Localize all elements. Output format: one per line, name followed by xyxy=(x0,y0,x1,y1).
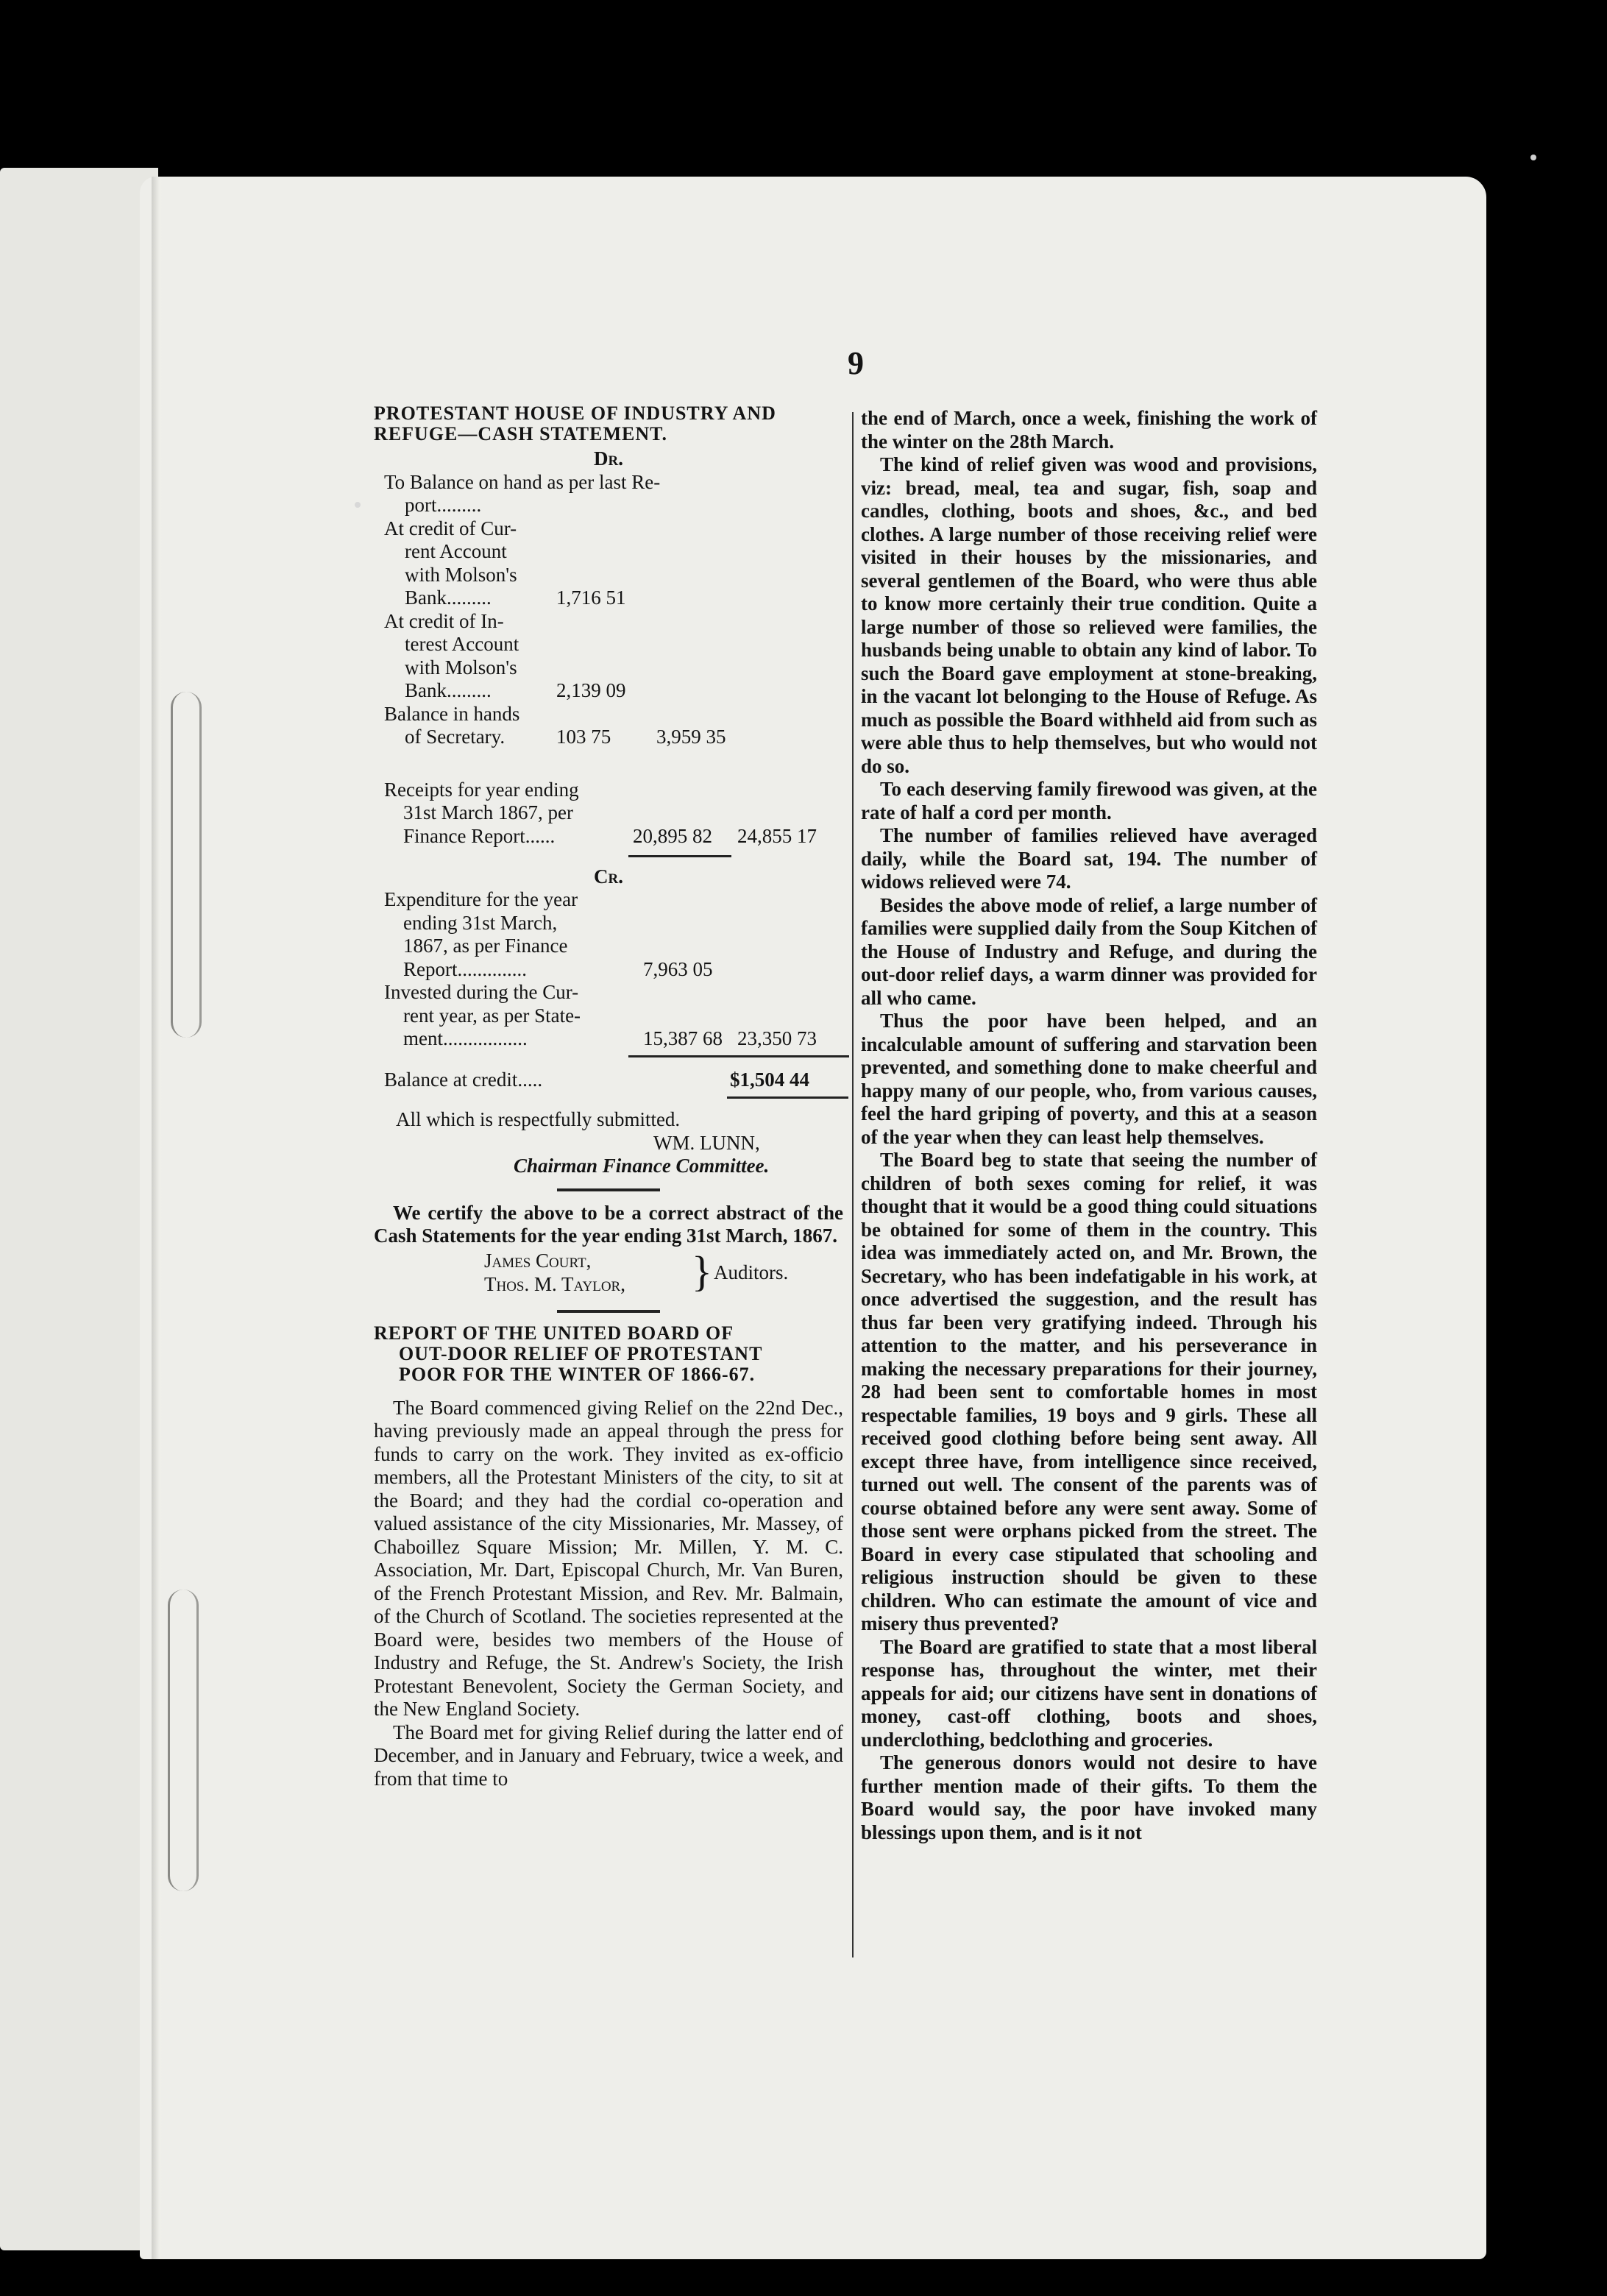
cash-statement-title-line2: REFUGE—CASH STATEMENT. xyxy=(374,423,668,444)
report-paragraph-left-1: The Board commenced giving Relief on the 22nd Dec., having previously made an appeal through the press for funds to carry on the work. They invited as ex-officio members, all the Protestant Ministers of the city, to sit at the Board; and they had the cordial co-operation and valued assistance of the city Missionaries, Mr. Massey, of Chaboillez Square Mission; Mr. Millen, Y. M. C. Association, Mr. Dart, Episcopal Church, Mr. Van Buren, of the French Protestant Mission, and Rev. Mr. Balmain, of the Church of Scotland. The societies represented at the Board were, besides two members of the House of Industry and Refuge, the St. Andrew's Society, the Irish Protestant Benevolent, Society the German Society, and the New England Society. xyxy=(374,1396,843,1720)
statement-amount: 3,959 35 xyxy=(656,726,726,748)
report-paragraph-right-4: The number of families relieved have averaged daily, while the Board sat, 194. The number of widows relieved were 74. xyxy=(861,824,1317,893)
report-title-line3: POOR FOR THE WINTER OF 1866-67. xyxy=(399,1363,756,1385)
statement-label: Bank......... xyxy=(405,587,492,609)
report-paragraph-right-6: Thus the poor have been helped, and an incalculable amount of suffering and starvation been prevented, and something done to make cheerful and happy many of our people, who, from various causes, feel the hard griping of poverty, and this at a season of the year when they can least help themselves. xyxy=(861,1010,1317,1148)
statement-label: To Balance on hand as per last Re- xyxy=(384,470,661,493)
signer-title: Chairman Finance Committee. xyxy=(514,1155,770,1177)
report-paragraph-right-9: The generous donors would not desire to have further mention made of their gifts. To them the Board would say, the poor have invoked many blessings upon them, and is it not xyxy=(861,1751,1317,1843)
statement-amount: 24,855 17 xyxy=(737,824,817,847)
auditors-label: Auditors. xyxy=(714,1261,789,1283)
section-rule xyxy=(557,1310,660,1313)
statement-label: terest Account xyxy=(405,633,519,655)
report-title-line2: OUT-DOOR RELIEF OF PROTESTANT xyxy=(399,1342,763,1364)
cr-statement xyxy=(374,888,843,1054)
dr-heading: Dr. xyxy=(594,447,623,470)
page-blemish xyxy=(1530,155,1536,160)
statement-amount: 20,895 82 xyxy=(633,824,712,847)
statement-label: Finance Report...... xyxy=(403,824,556,847)
statement-amount: 1,716 51 xyxy=(556,587,626,609)
page-gutter xyxy=(152,177,165,2259)
balance-label: Balance at credit..... xyxy=(384,1069,543,1091)
facing-page-edge xyxy=(0,168,158,2250)
right-column xyxy=(861,407,1317,1844)
section-rule xyxy=(557,1188,660,1191)
statement-label: Expenditure for the year xyxy=(384,888,578,910)
cr-heading: Cr. xyxy=(594,865,623,887)
binding-thread xyxy=(168,1590,199,1891)
total-rule xyxy=(628,1055,849,1057)
statement-amount: 103 75 xyxy=(556,726,611,748)
statement-label: Receipts for year ending xyxy=(384,778,579,801)
statement-label: 31st March 1867, per xyxy=(403,801,573,823)
statement-label: ending 31st March, xyxy=(403,911,558,934)
statement-label: Bank......... xyxy=(405,679,492,701)
auditor-2: Thos. M. Taylor, xyxy=(484,1272,625,1295)
report-paragraph-right-8: The Board are gratified to state that a most liberal response has, throughout the winter, met their appeals for aid; our citizens have sent in donations of money, cast-off clothing, boots and shoes, underclothing, bedclothing and groceries. xyxy=(861,1635,1317,1751)
statement-label: of Secretary. xyxy=(405,726,505,748)
receipts-statement xyxy=(374,779,843,852)
statement-label: with Molson's xyxy=(405,563,517,586)
brace-glyph: } xyxy=(692,1247,712,1295)
statement-label: Invested during the Cur- xyxy=(384,981,579,1003)
page-number: 9 xyxy=(848,345,864,381)
auditor-1: James Court, xyxy=(484,1249,592,1272)
report-paragraph-left-2: The Board met for giving Relief during the latter end of December, and in January and February, twice a week, and from that time to xyxy=(374,1721,843,1790)
report-paragraph-right-5: Besides the above mode of relief, a large number of families were supplied daily from the Soup Kitchen of the House of Industry and Refuge, and during the out-door relief days, a warm dinner was provided for all who came. xyxy=(861,893,1317,1009)
statement-label: port......... xyxy=(405,494,482,516)
statement-label: Balance in hands xyxy=(384,702,520,725)
statement-label: 1867, as per Finance xyxy=(403,935,568,957)
statement-amount: 7,963 05 xyxy=(643,957,713,980)
statement-label: At credit of In- xyxy=(384,609,504,632)
report-paragraph-right-7: The Board beg to state that seeing the number of children of both sexes coming for relief, it was thought that it would be a good thing could situations be obtained for some of them in the country. This idea was immediately acted on, and Mr. Brown, the Secretary, who has been indefatigable in his work, at once advertised the suggestion, and the result has thus far been very gratifying indeed. Through his attention to the matter, and his perseverance in making the necessary preparations for their journey, 28 had been sent to comfortable homes in most respectable families, 19 boys and 9 girls. These all received good clothing before being sent away. All except three have, from intelligence since received, turned out well. The consent of the parents was of course obtained before any were sent away. Some of those sent were orphans picked from the street. The Board in every case stipulated that schooling and religious instruction should be given to these children. Who can estimate the amount of vice and misery thus prevented? xyxy=(861,1149,1317,1634)
statement-label: rent year, as per State- xyxy=(403,1004,581,1027)
binding-thread xyxy=(171,692,202,1038)
report-paragraph-right-1: the end of March, once a week, finishing the work of the winter on the 28th March. xyxy=(861,407,1317,453)
total-rule xyxy=(628,855,731,857)
signer-name: WM. LUNN, xyxy=(653,1131,760,1154)
statement-amount: 15,387 68 xyxy=(643,1027,723,1049)
balance-row xyxy=(374,1069,843,1094)
balance-value: $1,504 44 xyxy=(730,1069,809,1091)
statement-label: with Molson's xyxy=(405,656,517,678)
submitted-line: All which is respectfully submitted. xyxy=(396,1108,681,1130)
report-paragraph-right-2: The kind of relief given was wood and provisions, viz: bread, meal, tea and sugar, fish, soap and candles, clothing, boots and shoes, &c., and bed clothes. A large number of those receiving relief were visited in their houses by the missionaries, and several gentlemen of the Board, who were thus able to know more certainly their true condition. Quite a large number of those so relieved were families, the husbands being unable to obtain any kind of labor. To such the Board gave employment at stone-breaking, in the vacant lot belonging to the House of Refuge. As much as possible the Board withheld aid from such as were able thus to help themselves, but who would not do so. xyxy=(861,453,1317,777)
statement-label: rent Account xyxy=(405,540,507,562)
statement-amount: 2,139 09 xyxy=(556,679,626,701)
statement-label: Report.............. xyxy=(403,957,527,980)
column-divider xyxy=(852,412,854,1957)
certify-paragraph: We certify the above to be a correct abstract of the Cash Statements for the year ending 31st March, 1867. xyxy=(374,1201,843,1247)
dr-statement xyxy=(374,471,843,758)
report-title-line1: REPORT OF THE UNITED BOARD OF xyxy=(374,1322,734,1344)
balance-rule xyxy=(727,1096,848,1099)
statement-amount: 23,350 73 xyxy=(737,1027,817,1049)
statement-label: At credit of Cur- xyxy=(384,517,517,539)
statement-label: ment................. xyxy=(403,1027,528,1049)
report-paragraph-right-3: To each deserving family firewood was given, at the rate of half a cord per month. xyxy=(861,778,1317,823)
cash-statement-title-line1: PROTESTANT HOUSE OF INDUSTRY AND xyxy=(374,403,776,424)
auditors-block xyxy=(374,1248,843,1300)
left-column xyxy=(374,403,843,1790)
page-blemish xyxy=(355,502,361,508)
